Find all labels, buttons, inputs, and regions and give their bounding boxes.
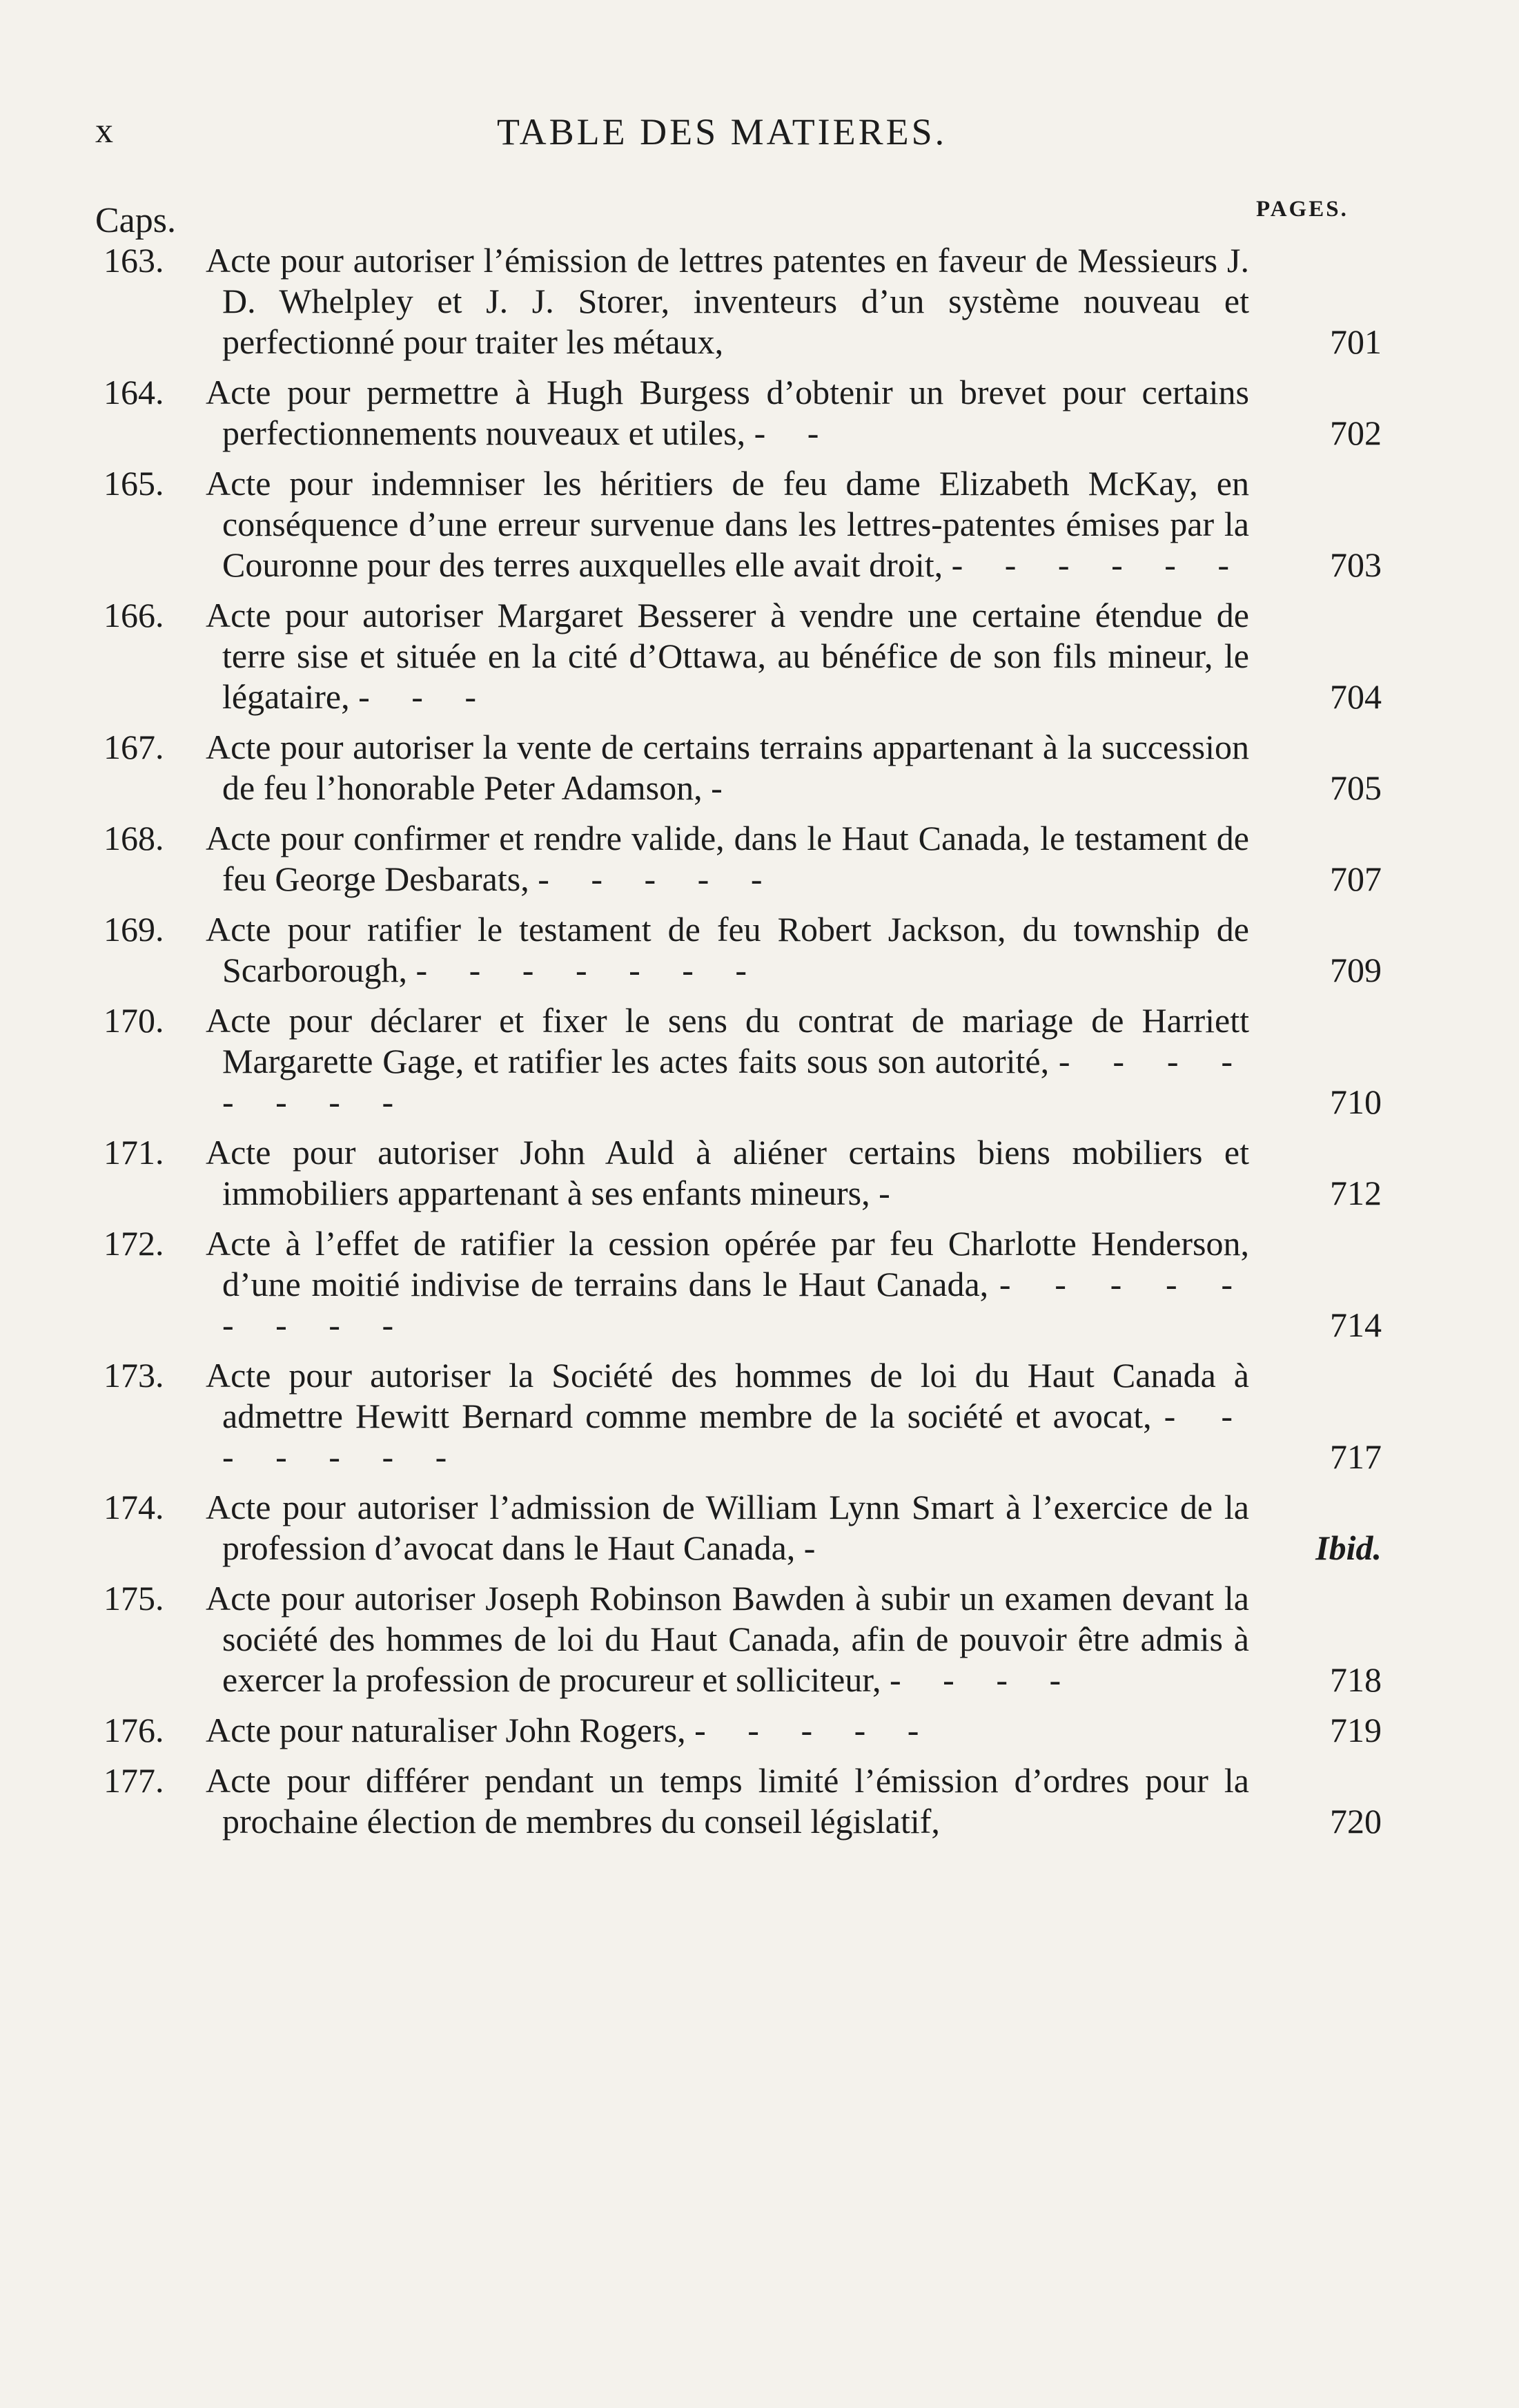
dot-leaders: - - - - - - - (222, 1397, 1250, 1476)
toc-entry (104, 1578, 1408, 1700)
toc-entry (104, 1710, 1408, 1751)
entry-title: Acte pour autoriser la vente de certains terrains appartenant à la succession de feu l’honorable Peter Adamson, (206, 728, 1249, 807)
dot-leaders: - - - - - - - - (222, 1042, 1249, 1121)
toc-entry (104, 463, 1408, 585)
entry-title: Acte pour indemniser les héritiers de feu dame Elizabeth McKay, en conséquence d’une erreur survenue dans les lettres-patentes émises par la Couronne pour des terres auxquelles elle avait droit, (206, 464, 1249, 584)
page-reference: 714 (1330, 1305, 1382, 1344)
page-reference: 709 (1330, 951, 1382, 989)
entry-title: Acte pour autoriser l’admission de William Lynn Smart à l’exercice de la profession d’avocat dans le Haut Canada, (206, 1488, 1249, 1567)
toc-entry (104, 818, 1408, 900)
page-reference: 705 (1330, 768, 1382, 807)
page-reference: 720 (1330, 1802, 1382, 1841)
chapter-number: 168. (104, 819, 164, 857)
toc-entry (104, 1760, 1408, 1842)
dot-leaders: - - - - - - - (415, 951, 764, 989)
toc-entry (104, 595, 1408, 717)
page-reference: 704 (1330, 677, 1382, 716)
entry-title: Acte pour confirmer et rendre valide, dans le Haut Canada, le testament de feu George Desbarats, (206, 819, 1249, 898)
dot-leaders: - - - - - - (951, 545, 1246, 584)
page-reference: 719 (1330, 1711, 1382, 1749)
chapter-number: 164. (104, 373, 164, 411)
page-reference: 717 (1330, 1437, 1382, 1476)
chapter-number: 167. (104, 728, 164, 766)
chapter-number: 175. (104, 1579, 164, 1618)
table-of-contents (104, 240, 1408, 1852)
entry-title: Acte pour autoriser John Auld à aliéner certains biens mobiliers et immobiliers appartenant à ses enfants mineurs, (206, 1133, 1249, 1212)
page-number: x (95, 111, 114, 150)
pages-column-label: PAGES. (1256, 197, 1349, 222)
toc-entry (104, 240, 1408, 362)
chapter-number: 171. (104, 1133, 164, 1172)
page-reference: 701 (1330, 322, 1382, 361)
entry-title: Acte pour autoriser Margaret Besserer à vendre une certaine étendue de terre sise et située en la cité d’Ottawa, au bénéfice de son fils mineur, le légataire, (206, 596, 1249, 716)
chapter-number: 176. (104, 1711, 164, 1749)
chapter-number: 170. (104, 1001, 164, 1040)
chapter-number: 166. (104, 596, 164, 634)
chapter-number: 172. (104, 1224, 164, 1263)
dot-leaders: - (711, 768, 739, 807)
page-reference: 710 (1330, 1082, 1382, 1121)
page-reference: Ibid. (1315, 1528, 1382, 1567)
chapter-number: 177. (104, 1761, 164, 1800)
dot-leaders: - - - - - (694, 1711, 936, 1749)
dot-leaders: - (879, 1174, 907, 1212)
toc-entry (104, 1000, 1408, 1123)
toc-entry (104, 909, 1408, 991)
chapter-number: 163. (104, 241, 164, 280)
entry-title: Acte à l’effet de ratifier la cession opérée par feu Charlotte Henderson, d’une moitié indivise de terrains dans le Haut Canada, (206, 1224, 1249, 1303)
toc-entry (104, 1132, 1408, 1214)
dot-leaders: - - - - - - - - - (222, 1265, 1249, 1344)
entry-title: Acte pour ratifier le testament de feu Robert Jackson, du township de Scarborough, (206, 910, 1249, 989)
page-reference: 703 (1330, 545, 1382, 584)
toc-entry (104, 1487, 1408, 1569)
toc-entry (104, 1355, 1408, 1477)
chapter-number: 174. (104, 1488, 164, 1526)
dot-leaders: - - - (358, 677, 493, 716)
page-reference: 707 (1330, 860, 1382, 898)
chapter-number: 165. (104, 464, 164, 503)
page-title: TABLE DES MATIERES. (497, 111, 948, 153)
dot-leaders: - - (754, 414, 836, 452)
chapter-number: 169. (104, 910, 164, 949)
entry-title: Acte pour autoriser l’émission de lettres patentes en faveur de Messieurs J. D. Whelpley et J. J. Storer, inventeurs d’un système nouveau et perfectionné pour traiter les métaux, (206, 241, 1249, 361)
page-reference: 702 (1330, 414, 1382, 452)
entry-title: Acte pour déclarer et fixer le sens du contrat de mariage de Harriett Margarette Gage, et ratifier les actes faits sous son autorité, (206, 1001, 1249, 1080)
page-reference: 718 (1330, 1660, 1382, 1699)
toc-entry (104, 1223, 1408, 1346)
toc-entry (104, 727, 1408, 808)
entry-title: Acte pour autoriser la Société des hommes de loi du Haut Canada à admettre Hewitt Bernard comme membre de la société et avocat, (206, 1356, 1249, 1435)
entry-title: Acte pour autoriser Joseph Robinson Bawden à subir un examen devant la société des hommes de loi du Haut Canada, afin de pouvoir être admis à exercer la profession de procureur et solliciteur, (206, 1579, 1249, 1699)
page-reference: 712 (1330, 1174, 1382, 1212)
toc-entry (104, 372, 1408, 454)
caps-column-label: Caps. (95, 201, 176, 240)
dot-leaders: - - - - - (538, 860, 779, 898)
entry-title: Acte pour différer pendant un temps limité l’émission d’ordres pour la prochaine élection de membres du conseil législatif, (206, 1761, 1249, 1841)
entry-title: Acte pour permettre à Hugh Burgess d’obtenir un brevet pour certains perfectionnements nouveaux et utiles, (206, 373, 1249, 452)
dot-leaders: - (803, 1528, 832, 1567)
dot-leaders: - - - - (890, 1660, 1078, 1699)
chapter-number: 173. (104, 1356, 164, 1395)
entry-title: Acte pour naturaliser John Rogers, (206, 1711, 686, 1749)
